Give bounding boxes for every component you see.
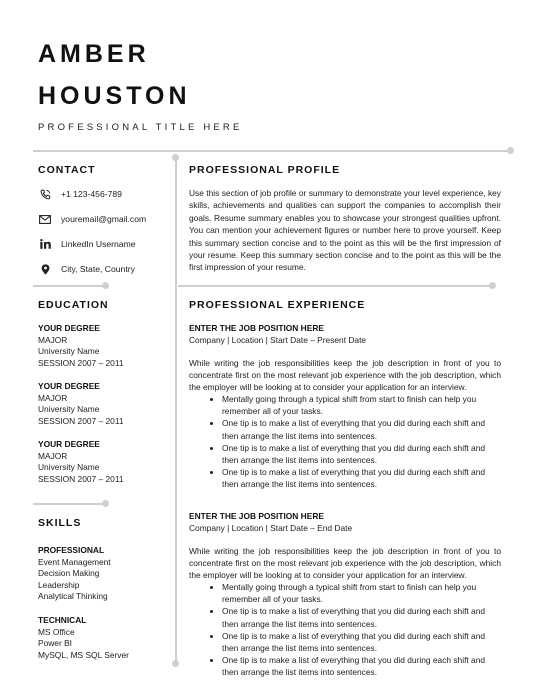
contact-email-text: youremail@gmail.com	[61, 214, 147, 224]
education-entry	[38, 381, 124, 427]
job-title: ENTER THE JOB POSITION HERE	[189, 511, 324, 521]
contact-linkedin[interactable]	[38, 237, 136, 251]
profile-rule-dot	[489, 282, 496, 289]
job-description: While writing the job responsibilities keep the job description in front of you to concentrate first on the most relevant job experience with the job description, which the employer will be looking at to consider your application for an interview.	[189, 546, 501, 581]
skill-item: Analytical Thinking	[38, 591, 108, 602]
job-description: While writing the job responsibilities keep the job description in front of you to concentrate first on the most relevant job experience with the job description, which the employer will be looking at to consider your application for an interview.	[189, 358, 501, 393]
contact-rule	[33, 285, 105, 287]
profile-heading: PROFESSIONAL PROFILE	[189, 164, 341, 176]
skills-group-name: TECHNICAL	[38, 615, 87, 625]
job-bullet: • Mentally going through a typical shift from start to finish can help you remember all of your tasks.	[222, 581, 501, 605]
contact-heading: CONTACT	[38, 164, 96, 176]
education-session: SESSION 2007 – 2011	[38, 473, 124, 484]
contact-phone-text: +1 123-456-789	[61, 189, 122, 199]
job-entry	[189, 322, 501, 490]
job-bullet: • One tip is to make a list of everything that you did during each shift and then arrange the list items into sentences.	[222, 630, 501, 654]
experience-heading: PROFESSIONAL EXPERIENCE	[189, 299, 366, 311]
skill-item: Event Management	[38, 556, 111, 567]
education-entry	[38, 323, 124, 369]
job-title: ENTER THE JOB POSITION HERE	[189, 323, 324, 333]
location-icon	[38, 262, 52, 276]
education-major: MAJOR	[38, 450, 68, 461]
column-divider	[175, 155, 177, 663]
education-school: University Name	[38, 404, 100, 415]
email-icon	[38, 212, 52, 226]
job-bullets	[189, 581, 501, 678]
professional-title: PROFESSIONAL TITLE HERE	[38, 122, 243, 133]
linkedin-icon	[38, 237, 52, 251]
education-session: SESSION 2007 – 2011	[38, 415, 124, 426]
contact-rule-dot	[102, 282, 109, 289]
skills-heading: SKILLS	[38, 517, 82, 529]
job-meta: Company | Location | Start Date – End Date	[189, 523, 353, 533]
education-degree: YOUR DEGREE	[38, 439, 100, 449]
job-bullet: • One tip is to make a list of everything that you did during each shift and then arrange the list items into sentences.	[222, 605, 501, 629]
education-degree: YOUR DEGREE	[38, 381, 100, 391]
contact-email[interactable]	[38, 212, 146, 226]
education-entry	[38, 439, 124, 485]
education-major: MAJOR	[38, 334, 68, 345]
skills-group-technical	[38, 615, 129, 661]
job-bullets	[189, 393, 501, 490]
job-meta: Company | Location | Start Date – Present Date	[189, 335, 367, 345]
job-bullet: • One tip is to make a list of everything that you did during each shift and then arrange the list items into sentences.	[222, 442, 501, 466]
contact-location-text: City, State, Country	[61, 264, 135, 274]
job-bullet: • One tip is to make a list of everything that you did during each shift and then arrange the list items into sentences.	[222, 654, 501, 678]
skill-item: Decision Making	[38, 568, 100, 579]
education-heading: EDUCATION	[38, 299, 109, 311]
column-divider-bottom-dot	[172, 660, 179, 667]
profile-summary: Use this section of job profile or summary to demonstrate your level experience, key skills, achievements and qualities can support the companies to accomplish their goals. Resume summary enables you to showcase your strongest qualities upfront. You can mention your achievement figures or number here to prove yourself. Keep this summary section concise and to the point as this will be the first impression of your resume. Keep this summary section concise and to the point as this will be the first impression of your resume.	[189, 188, 501, 273]
column-divider-top-dot	[172, 154, 179, 161]
education-rule	[33, 503, 105, 505]
job-bullet: • Mentally going through a typical shift from start to finish can help you remember all of your tasks.	[222, 393, 501, 417]
skill-item: MS Office	[38, 626, 75, 637]
education-session: SESSION 2007 – 2011	[38, 357, 124, 368]
phone-icon	[38, 187, 52, 201]
education-degree: YOUR DEGREE	[38, 323, 100, 333]
education-major: MAJOR	[38, 392, 68, 403]
name-first: AMBER	[38, 40, 150, 68]
job-bullet: • One tip is to make a list of everything that you did during each shift and then arrange the list items into sentences.	[222, 417, 501, 441]
job-entry	[189, 510, 501, 678]
profile-rule	[178, 285, 492, 287]
name-last: HOUSTON	[38, 82, 191, 110]
skills-group-professional	[38, 545, 111, 603]
job-bullet: • One tip is to make a list of everything that you did during each shift and then arrange the list items into sentences.	[222, 466, 501, 490]
contact-phone[interactable]	[38, 187, 122, 201]
education-rule-dot	[102, 500, 109, 507]
top-rule-end-dot	[507, 147, 514, 154]
contact-location[interactable]	[38, 262, 135, 276]
top-rule	[33, 150, 511, 152]
skill-item: Power BI	[38, 638, 72, 649]
skill-item: Leadership	[38, 579, 80, 590]
skills-group-name: PROFESSIONAL	[38, 545, 105, 555]
skill-item: MySQL, MS SQL Server	[38, 649, 129, 660]
education-school: University Name	[38, 462, 100, 473]
contact-linkedin-text: LinkedIn Username	[61, 239, 136, 249]
education-school: University Name	[38, 346, 100, 357]
